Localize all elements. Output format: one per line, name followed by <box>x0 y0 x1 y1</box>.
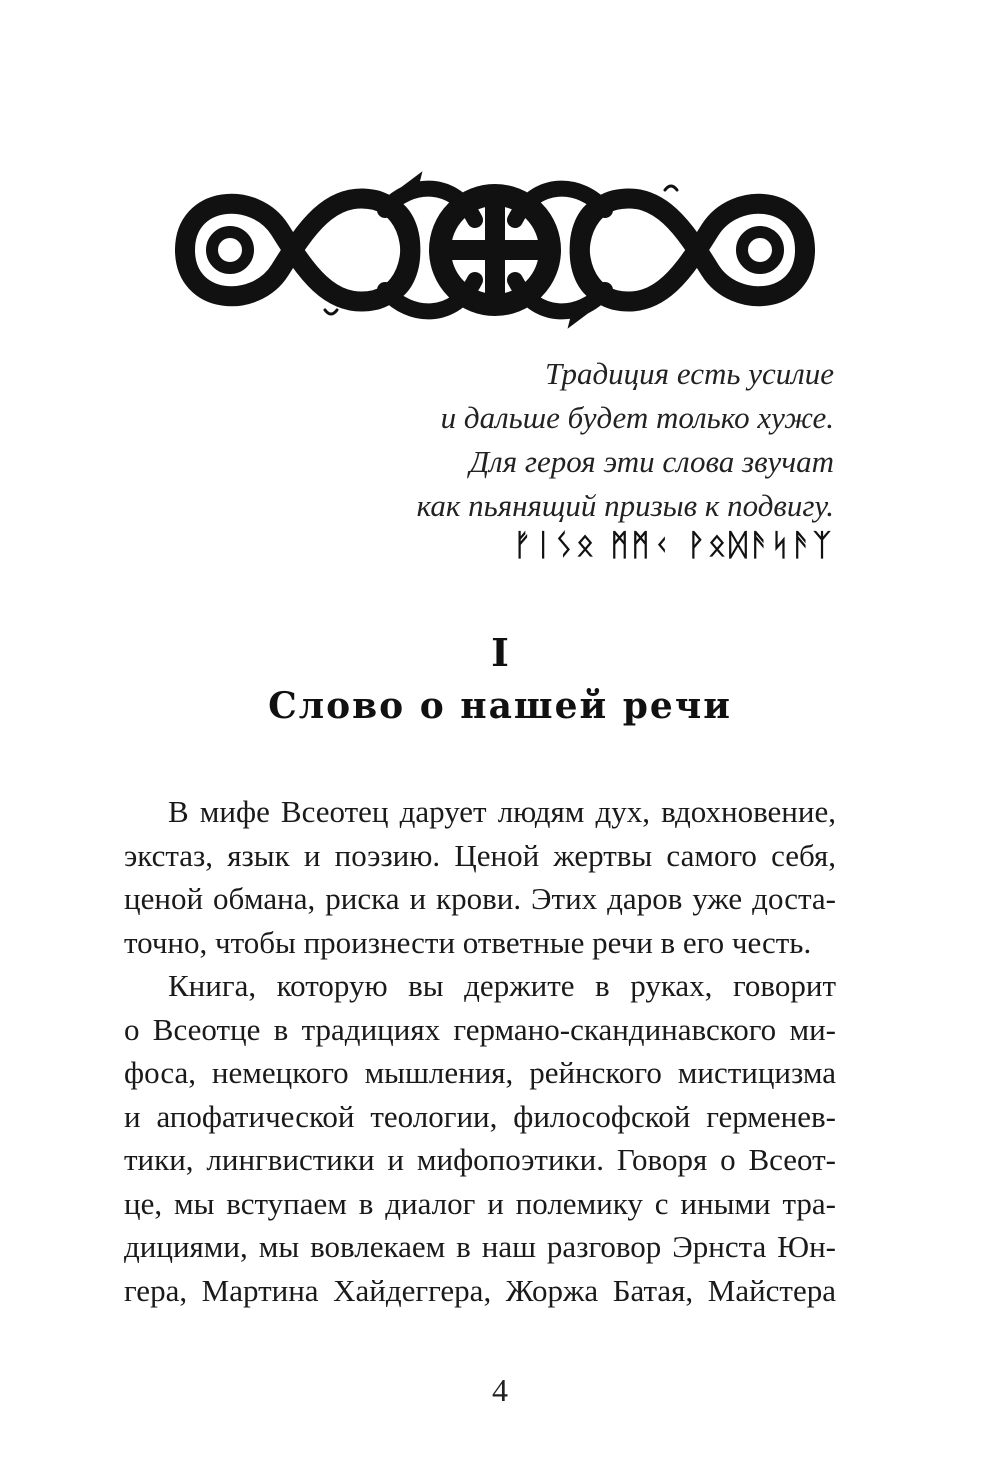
knotwork-ornament-icon <box>145 150 845 350</box>
epigraph-line: Традиция есть усилие <box>545 356 834 391</box>
text-line: экстаз, язык и поэзию. Ценой жертвы самого себя, <box>124 837 836 873</box>
epigraph-line: Для героя эти слова звучат <box>469 444 834 479</box>
body-text <box>124 790 836 1312</box>
epigraph <box>417 352 834 528</box>
text-line: и апофатической теологии, философской герменев- <box>124 1098 836 1134</box>
page-number: 4 <box>492 1372 508 1408</box>
paragraph <box>124 964 836 1312</box>
text-line: точно, чтобы произнести ответные речи в его честь. <box>124 924 812 960</box>
text-line: фоса, немецкого мышления, рейнского мистицизма <box>124 1055 836 1090</box>
text-line: Книга, которую вы держите в руках, говорит <box>168 968 836 1003</box>
text-line: В мифе Всеотец дарует людям дух, вдохновение, <box>168 794 836 829</box>
chapter-number: I <box>491 630 509 675</box>
paragraph <box>124 790 836 964</box>
text-line: тики, лингвистики и мифопоэтики. Говоря о Всеот- <box>124 1142 836 1177</box>
epigraph-line: как пьянящий призыв к подвигу. <box>416 488 834 523</box>
epigraph-line: и дальше будет только хуже. <box>440 400 834 435</box>
runic-signature: ᚠᛁᛊᛟ ᛗᛗᚲ ᚹᛟᛞᚫᛋᚫᛉ <box>513 528 834 563</box>
text-line: о Всеотце в традициях германо-скандинавского ми- <box>124 1011 836 1047</box>
text-line: дициями, мы вовлекаем в наш разговор Эрнста Юн- <box>124 1229 836 1264</box>
chapter-title: Слово о нашей речи <box>268 685 732 727</box>
text-line: це, мы вступаем в диалог и полемику с иными тра- <box>124 1185 836 1221</box>
text-line: гера, Мартина Хайдеггера, Жоржа Батая, Майстера <box>124 1272 836 1308</box>
text-line: ценой обмана, риска и крови. Этих даров уже доста- <box>124 881 836 916</box>
